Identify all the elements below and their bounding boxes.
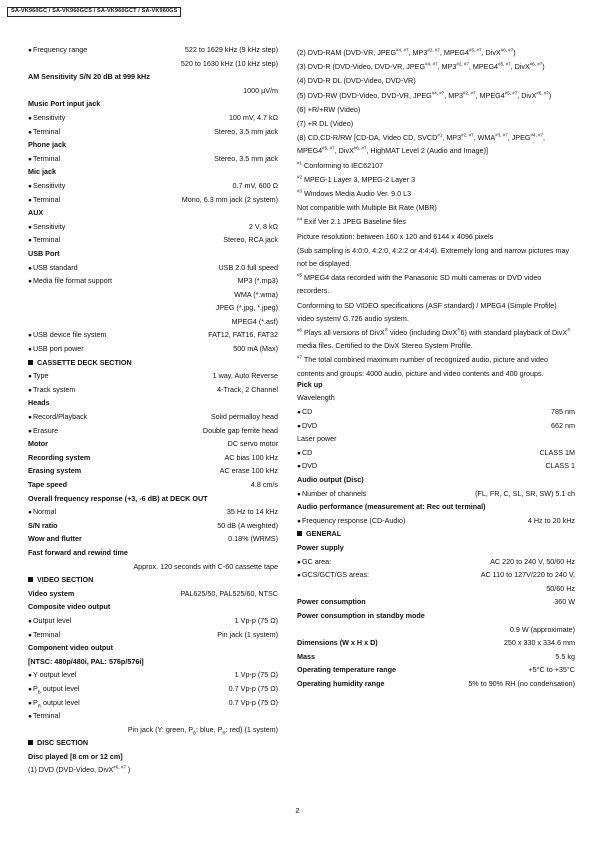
footnote: $^{\#7}$ The total combined maximum number of recognized audio, picture and video contents and groups: 4000 audio, picture and video contents and 400 groups.: [297, 355, 548, 378]
note: Picture resolution: between 160 x 120 and 6144 x 4096 pixels: [297, 231, 494, 241]
left-column: [28, 46, 278, 780]
spec-row: ● $P_R$ output level 0.7 Vp-p (75 Ω): [28, 699, 278, 713]
spec-row: Operating humidity range 5% to 90% RH (no condensation): [297, 678, 575, 688]
spec-row: ● Number of channels (FL, FR, C, SL, SR, SW) 5.1 ch: [297, 490, 575, 504]
spec-subheading: Wavelength: [297, 393, 335, 403]
spec-row: ● USB port power 500 mA (Max): [28, 345, 278, 359]
spec-row: ● Sensitivity 0.7 mV, 600 Ω: [28, 182, 278, 196]
spec-row: Power consumption 360 W: [297, 597, 575, 607]
disc-item: (2) DVD-RAM (DVD-VR, $JPEG^{\#4, \#7}$, $MP3^{\#2, \#7}$, $MPEG4^{\#5, \#7}$, DivX$^{\#6, \#7}$): [297, 47, 516, 57]
spec-value: 50/60 Hz: [546, 583, 575, 593]
spec-value: MPEG4 (*.asf): [231, 316, 278, 326]
spec-heading-ff: Fast forward and rewind time: [28, 547, 128, 557]
spec-heading-usb: USB Port: [28, 248, 60, 258]
disc-item: (4) DVD-R DL (DVD-Video, DVD-VR): [297, 76, 416, 86]
spec-row: ● Normal 35 Hz to 14 kHz: [28, 508, 278, 522]
spec-row: Mass 5.5 kg: [297, 651, 575, 661]
spec-subheading: Laser power: [297, 434, 337, 444]
spec-row: ● GC area: AC 220 to 240 V, 50/60 Hz: [297, 558, 575, 572]
spec-heading-heads: Heads: [28, 398, 50, 408]
spec-row: Operating temperature range +5°C to +35°C: [297, 665, 575, 675]
spec-heading-am-sensitivity: AM Sensitivity S/N 20 dB at 999 kHz: [28, 72, 150, 82]
spec-row: ● Terminal Pin jack (1 system): [28, 631, 278, 645]
spec-row: Wow and flutter 0.18% (WRMS): [28, 534, 278, 544]
spec-heading-audio-performance: Audio performance (measurement at: Rec out terminal): [297, 502, 486, 512]
right-column: [297, 46, 575, 694]
spec-row: Recording system AC bias 100 kHz: [28, 452, 278, 462]
spec-value: 0.9 W (approximate): [509, 624, 575, 634]
section-square-icon: [28, 577, 33, 582]
disc-item: (7) +R DL (Video): [297, 119, 354, 129]
spec-row: ● Erasure Double gap ferrite head: [28, 427, 278, 441]
spec-label: ● Frequency range: [28, 46, 87, 55]
spec-row: ● CD CLASS 1M: [297, 449, 575, 463]
spec-heading-pickup: Pick up: [297, 379, 323, 389]
spec-heading-music-port: Music Port input jack: [28, 99, 101, 109]
disc-item: (3) DVD-R (DVD-Video, DVD-VR, $JPEG^{\#4, \#7}$, $MP3^{\#2, \#7}$, $MPEG4^{\#5, \#7}$, DivX$^{\#6, \#7}$): [297, 61, 545, 72]
spec-row: ● Terminal Mono, 6.3 mm jack (2 system): [28, 196, 278, 210]
footnote: $^{\#5}$ MPEG4 data recorded with the Panasonic SD multi cameras or DVD video recorders.: [297, 272, 542, 296]
spec-heading-disc-played: Disc played [8 cm or 12 cm]: [28, 751, 123, 761]
spec-value: Approx. 120 seconds with C-60 cassette tape: [133, 561, 278, 571]
spec-heading-power-supply: Power supply: [297, 543, 344, 552]
section-heading-video: VIDEO SECTION: [28, 576, 278, 590]
page-number: 2: [295, 806, 300, 815]
spec-row: ● DVD 662 nm: [297, 422, 575, 436]
spec-row: ● Record/Playback Solid permalloy head: [28, 413, 278, 427]
spec-row: S/N ratio 50 dB (A weighted): [28, 520, 278, 530]
spec-value: WMA (*.wma): [234, 289, 278, 299]
spec-heading-audio-output: Audio output (Disc): [297, 475, 364, 485]
spec-value: 1000 μV/m: [243, 85, 278, 95]
spec-row-frequency-range: [28, 46, 278, 60]
spec-row: ● USB standard USB 2.0 full speed: [28, 264, 278, 278]
spec-row: Motor DC servo motor: [28, 439, 278, 449]
note: (Sub sampling is 4:0:0, 4:2:0, 4:2:2 or 4:4:4). Extremely long and narrow pictures may not be displayed.: [297, 245, 570, 269]
disc-item: (6) +R/+RW (Video): [297, 104, 361, 114]
spec-row: ● Output level 1 Vp-p (75 Ω): [28, 617, 278, 631]
footnote: $^{\#1}$ Conforming to IEC62107: [297, 160, 384, 170]
spec-row: ● Sensitivity 2 V, 8 kΩ: [28, 223, 278, 237]
spec-heading-overall-freq: Overall frequency response (+3, -6 dB) at DECK OUT: [28, 493, 208, 503]
spec-row: ● Terminal: [28, 712, 278, 726]
spec-row: ● Frequency response (CD-Audio) 4 Hz to 20 kHz: [297, 517, 575, 531]
spec-row: Video system PAL625/50, PAL525/60, NTSC: [28, 588, 278, 598]
spec-row: ● GCS/GCT/GS areas: AC 110 to 127V/220 to 240 V,: [297, 571, 575, 585]
spec-row: ● Terminal Stereo, RCA jack: [28, 236, 278, 250]
spec-heading-standby: Power consumption in standby mode: [297, 610, 425, 620]
spec-value: 520 to 1630 kHz (10 kHz step): [180, 58, 278, 68]
spec-row: ● CD 785 nm: [297, 408, 575, 422]
spec-row: ● DVD CLASS 1: [297, 462, 575, 476]
footnote: $^{\#2}$ MPEG-1 Layer 3, MPEG-2 Layer 3: [297, 174, 416, 184]
section-square-icon: [28, 360, 33, 365]
spec-heading-aux: AUX: [28, 208, 44, 218]
section-square-icon: [297, 531, 302, 536]
disc-item: (8) CD,CD-R/RW [CD-DA, Video CD, SVCD$^{\#1}$, $MP3^{\#2, \#7}$, $WMA^{\#3, \#7}$, $JPEG^{\#4, \#7}$, $MPEG4^{\#5, \#7}$, DivX$^{\#6, \#7}$, HighMAT Level 2 (Audio and Image)]: [297, 132, 545, 156]
spec-row: ● Sensitivity 100 mV, 4.7 kΩ: [28, 114, 278, 128]
footnote: $^{\#3}$ Windows Media Audio Ver. 9.0 L3: [297, 188, 412, 199]
footnote: $^{\#6}$ Plays all versions of DivX® video (including DivX®6) with standard playback of DivX® media files. Certified to the DivX Stereo System Profile.: [297, 327, 571, 351]
spec-row: ● Y output level 1 Vp-p (75 Ω): [28, 671, 278, 685]
spec-value: 522 to 1629 kHz (9 kHz step): [184, 45, 278, 54]
spec-row: ● Terminal Stereo, 3.5 mm jack: [28, 155, 278, 169]
spec-heading-component: Component video output: [28, 643, 114, 653]
footnote: $^{\#4}$ Exif Ver 2.1 JPEG Baseline files: [297, 217, 406, 227]
section-heading-cassette: CASSETTE DECK SECTION: [28, 359, 278, 373]
spec-value: JPEG (*.jpg, *.jpeg): [215, 303, 278, 313]
spec-row: ● Track system 4-Track, 2 Channel: [28, 386, 278, 400]
note: Conforming to SD VIDEO specifications (ASF standard) / MPEG4 (Simple Profile) video system/ G.726 audio system.: [297, 300, 557, 323]
spec-heading-mic: Mic jack: [28, 167, 56, 177]
disc-item: (5) DVD-RW (DVD-Video, DVD-VR, $JPEG^{\#4, \#7}$, $MP3^{\#2, \#7}$, $MPEG4^{\#5, \#7}$, DivX$^{\#6, \#7}$): [297, 90, 552, 100]
spec-row: ● Type 1 way, Auto Reverse: [28, 372, 278, 386]
section-heading-disc: DISC SECTION: [28, 739, 278, 753]
model-header: SA-VK960GC / SA-VK960GCS / SA-VK960GCT / SA-VK960GS: [7, 7, 181, 17]
spec-row: ● Media file format support MP3 (*.mp3): [28, 277, 278, 291]
spec-row: ● USB device file system FAT12, FAT16, FAT32: [28, 331, 278, 345]
spec-heading-composite: Composite video output: [28, 602, 111, 612]
spec-value: Pin jack (Y: green, $P_B$: blue, $P_R$: red) (1 system): [127, 724, 278, 736]
spec-row: ● Terminal Stereo, 3.5 mm jack: [28, 128, 278, 142]
spec-heading-ntsc: [NTSC: 480p/480i, PAL: 576p/576i]: [28, 656, 144, 666]
spec-heading-phone: Phone jack: [28, 140, 66, 150]
disc-item: (1) DVD (DVD-Video, DivX$^{\#6, \#7}$ ): [28, 765, 131, 775]
spec-row: Dimensions (W x H x D) 250 x 330 x 334.6 mm: [297, 638, 575, 648]
spec-row: Erasing system AC erase 100 kHz: [28, 466, 278, 476]
section-square-icon: [28, 740, 33, 745]
spec-row: ● $P_B$ output level 0.7 Vp-p (75 Ω): [28, 685, 278, 699]
note: Not compatible with Multiple Bit Rate (MBR): [297, 203, 437, 213]
section-heading-general: GENERAL: [297, 530, 575, 544]
spec-row: Tape speed 4.8 cm/s: [28, 480, 278, 489]
